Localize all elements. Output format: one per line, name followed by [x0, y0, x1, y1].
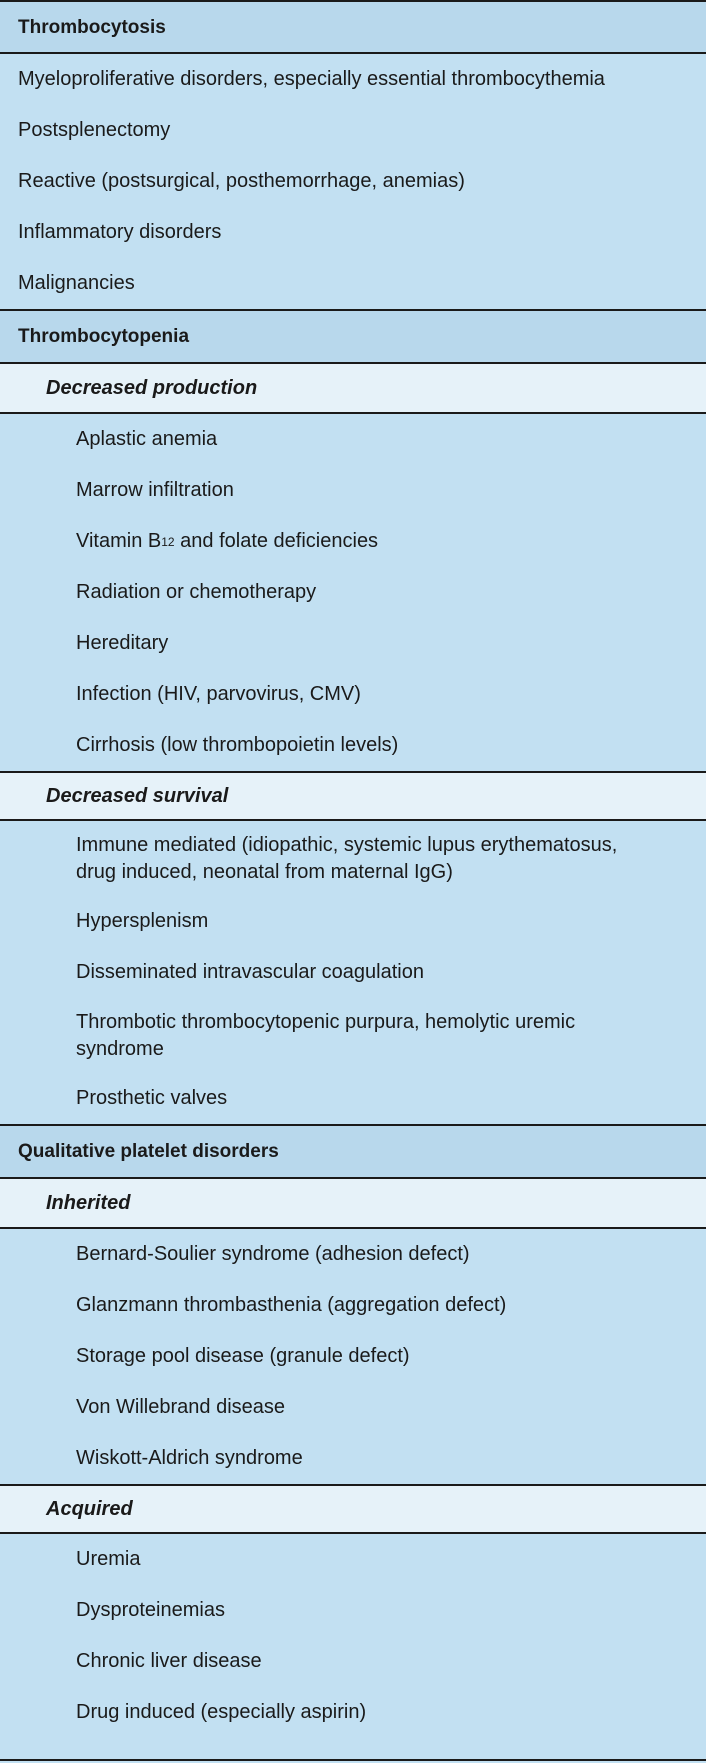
ttp-line-1: Thrombotic thrombocytopenic purpura, hemolytic uremic	[76, 1010, 576, 1033]
table-row: Hereditary	[76, 632, 169, 654]
table-row: Aplastic anemia	[76, 428, 218, 450]
table-row: Hypersplenism	[76, 910, 209, 932]
subheading-decreased-survival: Decreased survival	[0, 771, 706, 821]
table-bottom-rule	[0, 1759, 706, 1761]
table-row: Myeloproliferative disorders, especially essential thrombocythemia	[18, 68, 605, 90]
table-row: Storage pool disease (granule defect)	[76, 1345, 410, 1367]
table-row-vitamin-b12: Vitamin B 12 and folate deficiencies	[0, 516, 706, 567]
subheading-decreased-production: Decreased production	[0, 364, 706, 414]
immune-line-1: Immune mediated (idiopathic, systemic lupus erythematosus,	[76, 833, 618, 856]
table-row: Bernard-Soulier syndrome (adhesion defect)	[76, 1243, 470, 1265]
table-row: Inflammatory disorders	[18, 221, 222, 243]
table-row: Malignancies	[18, 272, 135, 294]
table-row: Von Willebrand disease	[76, 1396, 286, 1418]
section-heading-qualitative-platelet-disorders: Qualitative platelet disorders	[0, 1124, 706, 1179]
table-row: Cirrhosis (low thrombopoietin levels)	[76, 734, 399, 756]
table-row: Glanzmann thrombasthenia (aggregation defect)	[76, 1294, 507, 1316]
section-heading-thrombocytosis: Thrombocytosis	[0, 2, 706, 54]
table-row: Reactive (postsurgical, posthemorrhage, anemias)	[18, 170, 465, 192]
table-row: Marrow infiltration	[76, 479, 234, 501]
table-row: Prosthetic valves	[76, 1087, 228, 1109]
table-row: Dysproteinemias	[76, 1599, 225, 1621]
vitamin-suffix: and folate deficiencies	[174, 530, 379, 552]
table-row: Chronic liver disease	[76, 1650, 262, 1672]
subheading-inherited: Inherited	[0, 1179, 706, 1229]
subheading-acquired: Acquired	[0, 1484, 706, 1534]
immune-line-2: drug induced, neonatal from maternal IgG)	[76, 860, 453, 883]
table-row: Postsplenectomy	[18, 119, 171, 141]
table-row-immune-mediated	[0, 821, 706, 896]
table-row-ttp	[0, 998, 706, 1073]
table-row: Infection (HIV, parvovirus, CMV)	[76, 683, 361, 705]
vitamin-prefix: Vitamin B	[76, 530, 162, 552]
section-heading-thrombocytopenia: Thrombocytopenia	[0, 309, 706, 364]
ttp-line-2: syndrome	[76, 1037, 164, 1060]
table-row: Disseminated intravascular coagulation	[76, 961, 424, 983]
table-row: Uremia	[76, 1548, 141, 1570]
table-row: Wiskott-Aldrich syndrome	[76, 1447, 303, 1469]
table-row: Drug induced (especially aspirin)	[76, 1701, 367, 1723]
table-row: Radiation or chemotherapy	[76, 581, 317, 603]
